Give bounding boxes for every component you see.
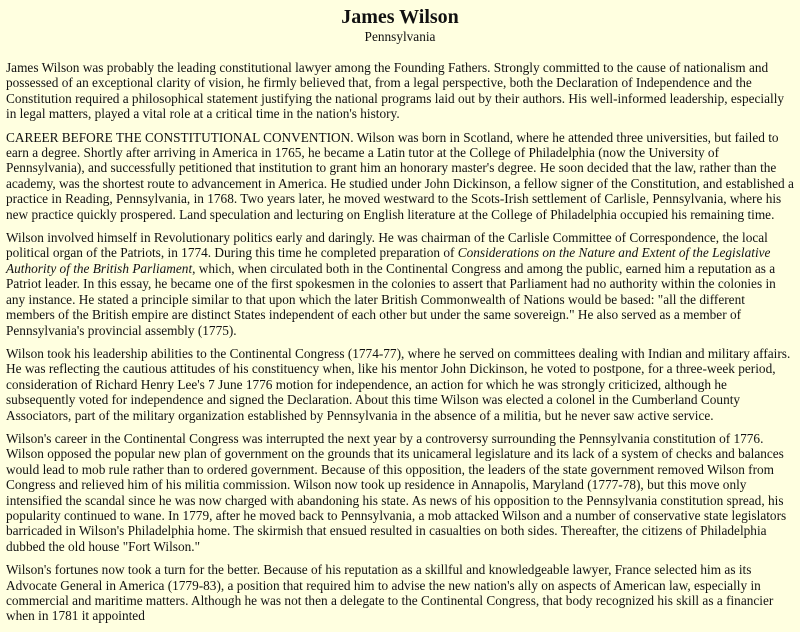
- paragraph-intro: James Wilson was probably the leading constitutional lawyer among the Founding Fathers. Strongly committed to the cause of nationalism and possessed of an exceptional clarity of vision, he firmly believed that, from a legal perspective, both the Declaration of Independence and the Constitution required a philosophical statement justifying the national programs laid out by their authors. His well-informed leadership, especially in legal matters, played a vital role at a critical time in the nation's history.: [6, 60, 785, 122]
- paragraph-continental-congress: Wilson took his leadership abilities to the Continental Congress (1774-77), where he served on committees dealing with Indian and military affairs. He was reflecting the cautious attitudes of his constituency when, like his mentor John Dickinson, he voted to postpone, for a three-week period, consideration of Richard Henry Lee's 7 June 1776 motion for independence, an action for which he was strongly criticized, although he subsequently voted for independence and signed the Declaration. About this time Wilson was elected a colonel in the Cumberland County Associators, part of the military organization established by Pennsylvania in the absence of a militia, but he never saw active service.: [6, 345, 791, 423]
- document-page: [6, 6, 794, 632]
- essay-title: Considerations on the Nature and Extent of the Legislative Authority of the British Parliament: [6, 245, 771, 276]
- page-title: James Wilson: [341, 6, 459, 28]
- paragraph-text: , which, when circulated both in the Continental Congress and among the public, earned him a reputation as a Patriot leader. In this essay, he became one of the first spokesmen in the colonies to assert that Parliament had no authority within the colonies in any instance. He stated a principle similar to that upon which the later British Commonwealth of Nations would be based: "all the different members of the British empire are distinct States independent of each other but under the same sovereign." He also served as a member of Pennsylvania's provincial assembly (1775).: [6, 260, 776, 338]
- paragraph-revolutionary-politics: [6, 230, 794, 338]
- paragraph-early-career: CAREER BEFORE THE CONSTITUTIONAL CONVENTION. Wilson was born in Scotland, where he attended three universities, but failed to earn a degree. Shortly after arriving in America in 1765, he became a Latin tutor at the College of Philadelphia (now the University of Pennsylvania), and successfully petitioned that institution to grant him an honorary master's degree. He soon decided that the law, rather than the academy, was the shortest route to advancement in America. He studied under John Dickinson, a fellow signer of the Constitution, and established a practice in Reading, Pennsylvania, in 1768. Two years later, he moved westward to the Scots-Irish settlement of Carlisle, Pennsylvania, where his new practice quickly prospered. Land speculation and lecturing on English literature at the College of Philadelphia occupied his remaining time.: [6, 129, 794, 222]
- page-subtitle: Pennsylvania: [364, 29, 436, 44]
- paragraph-constitution-controversy: Wilson's career in the Continental Congress was interrupted the next year by a controversy surrounding the Pennsylvania constitution of 1776. Wilson opposed the popular new plan of government on the grounds that its unicameral legislature and its lack of a system of checks and balances would lead to mob rule rather than to ordered government. Because of this opposition, the leaders of the state government removed Wilson from Congress and relieved him of his militia commission. Wilson now took up residence in Annapolis, Maryland (1777-78), but this move only intensified the scandal since he was now charged with abandoning his state. As news of his opposition to the Pennsylvania constitution spread, his popularity continued to wane. In 1779, after he moved back to Pennsylvania, a mob attacked Wilson and a number of conservative state legislators barricaded in Wilson's Philadelphia home. The skirmish that ensued resulted in casualties on both sides. Thereafter, the citizens of Philadelphia dubbed the old house "Fort Wilson.": [6, 430, 787, 554]
- paragraph-text: Wilson involved himself in Revolutionary politics early and daringly. He was chairman of the Carlisle Committee of Correspondence, the local political organ of the Patriots, in 1774. During this time he completed preparation of: [6, 230, 768, 261]
- paragraph-fortunes: Wilson's fortunes now took a turn for the better. Because of his reputation as a skillful and knowledgeable lawyer, France selected him as its Advocate General in America (1779-83), a position that required him to advise the new nation's ally on aspects of American law, especially in commercial and maritime matters. Although he was not then a delegate to the Continental Congress, that body recognized his skill as a financier when in 1781 it appointed: [6, 562, 774, 624]
